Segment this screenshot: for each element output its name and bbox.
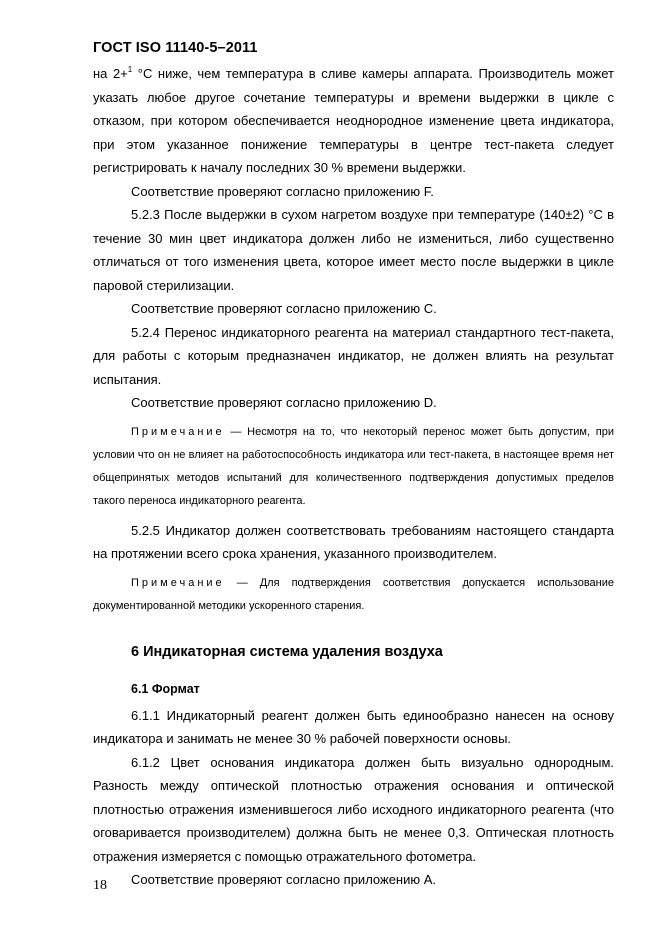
section-heading-6: 6 Индикаторная система удаления воздуха: [131, 643, 443, 660]
clause-5-2-4: 5.2.4 Перенос индикаторного реагента на материал стандартного тест-пакета, для работы с которым предназначен индикатор, не должен влиять на результат испытания.: [93, 324, 614, 387]
page-number: 18: [93, 878, 107, 893]
clause-6-1-2: 6.1.2 Цвет основания индикатора должен быть визуально однородным. Разность между оптической плотностью отражения основания и оптической плотностью отражения изменившегося либо исходного индикаторного реагента (что оговаривается производителем) должна быть не менее 0,3. Оптическая плотность отражения измеряется с помощью отражательного фотометра.: [93, 754, 614, 864]
document-header: ГОСТ ISO 11140-5–2011: [93, 40, 258, 56]
clause-6-1-1: 6.1.1 Индикаторный реагент должен быть единообразно нанесен на основу индикатора и занимать не менее 30 % рабочей поверхности основы.: [93, 707, 614, 746]
paragraph-text-post: °С ниже, чем температура в сливе камеры аппарата. Производитель может указать любое другое сочетание температуры и времени выдержки в цикле с отказом, при котором обеспечивается неоднородное изменение цвета индикатора, при этом указанное понижение температуры в центре тест-пакета следует регистрировать к началу последних 30 % времени выдержки.: [93, 66, 615, 175]
conformity-A: Соответствие проверяют согласно приложению А.: [131, 872, 437, 887]
note-text: — Для подтверждения соответствия допускается использование документированной методики ускоренного старения.: [93, 576, 614, 612]
superscript: 1: [127, 64, 133, 74]
note-label: Примечание: [131, 425, 225, 438]
clause-5-2-5: 5.2.5 Индикатор должен соответствовать требованиям настоящего стандарта на протяжении всего срока хранения, указанного производителем.: [93, 522, 614, 561]
conformity-D: Соответствие проверяют согласно приложению D.: [131, 395, 437, 410]
subsection-heading-6-1: 6.1 Формат: [131, 681, 200, 696]
note-2: [93, 572, 614, 618]
note-label: Примечание: [131, 576, 225, 589]
conformity-F: Соответствие проверяют согласно приложению F.: [131, 183, 434, 199]
note-1: [93, 421, 614, 513]
document-body: [93, 62, 614, 892]
continued-paragraph: [93, 62, 614, 180]
conformity-C: Соответствие проверяют согласно приложению С.: [131, 301, 437, 316]
clause-5-2-3: 5.2.3 После выдержки в сухом нагретом воздухе при температуре (140±2) °С в течение 30 мин цвет индикатора должен либо не измениться, либо существенно отличаться от того изменения цвета, которое имеет место после выдержки в цикле паровой стерилизации.: [93, 207, 614, 293]
paragraph-text-pre: на 2+: [93, 66, 128, 81]
note-text: — Несмотря на то, что некоторый перенос может быть допустим, при условии что он не влияет на работоспособность индикатора или тест-пакета, в настоящее время нет общепринятых методов испытаний для количественного подтверждения допустимых пределов такого переноса индикаторного реагента.: [93, 425, 614, 507]
